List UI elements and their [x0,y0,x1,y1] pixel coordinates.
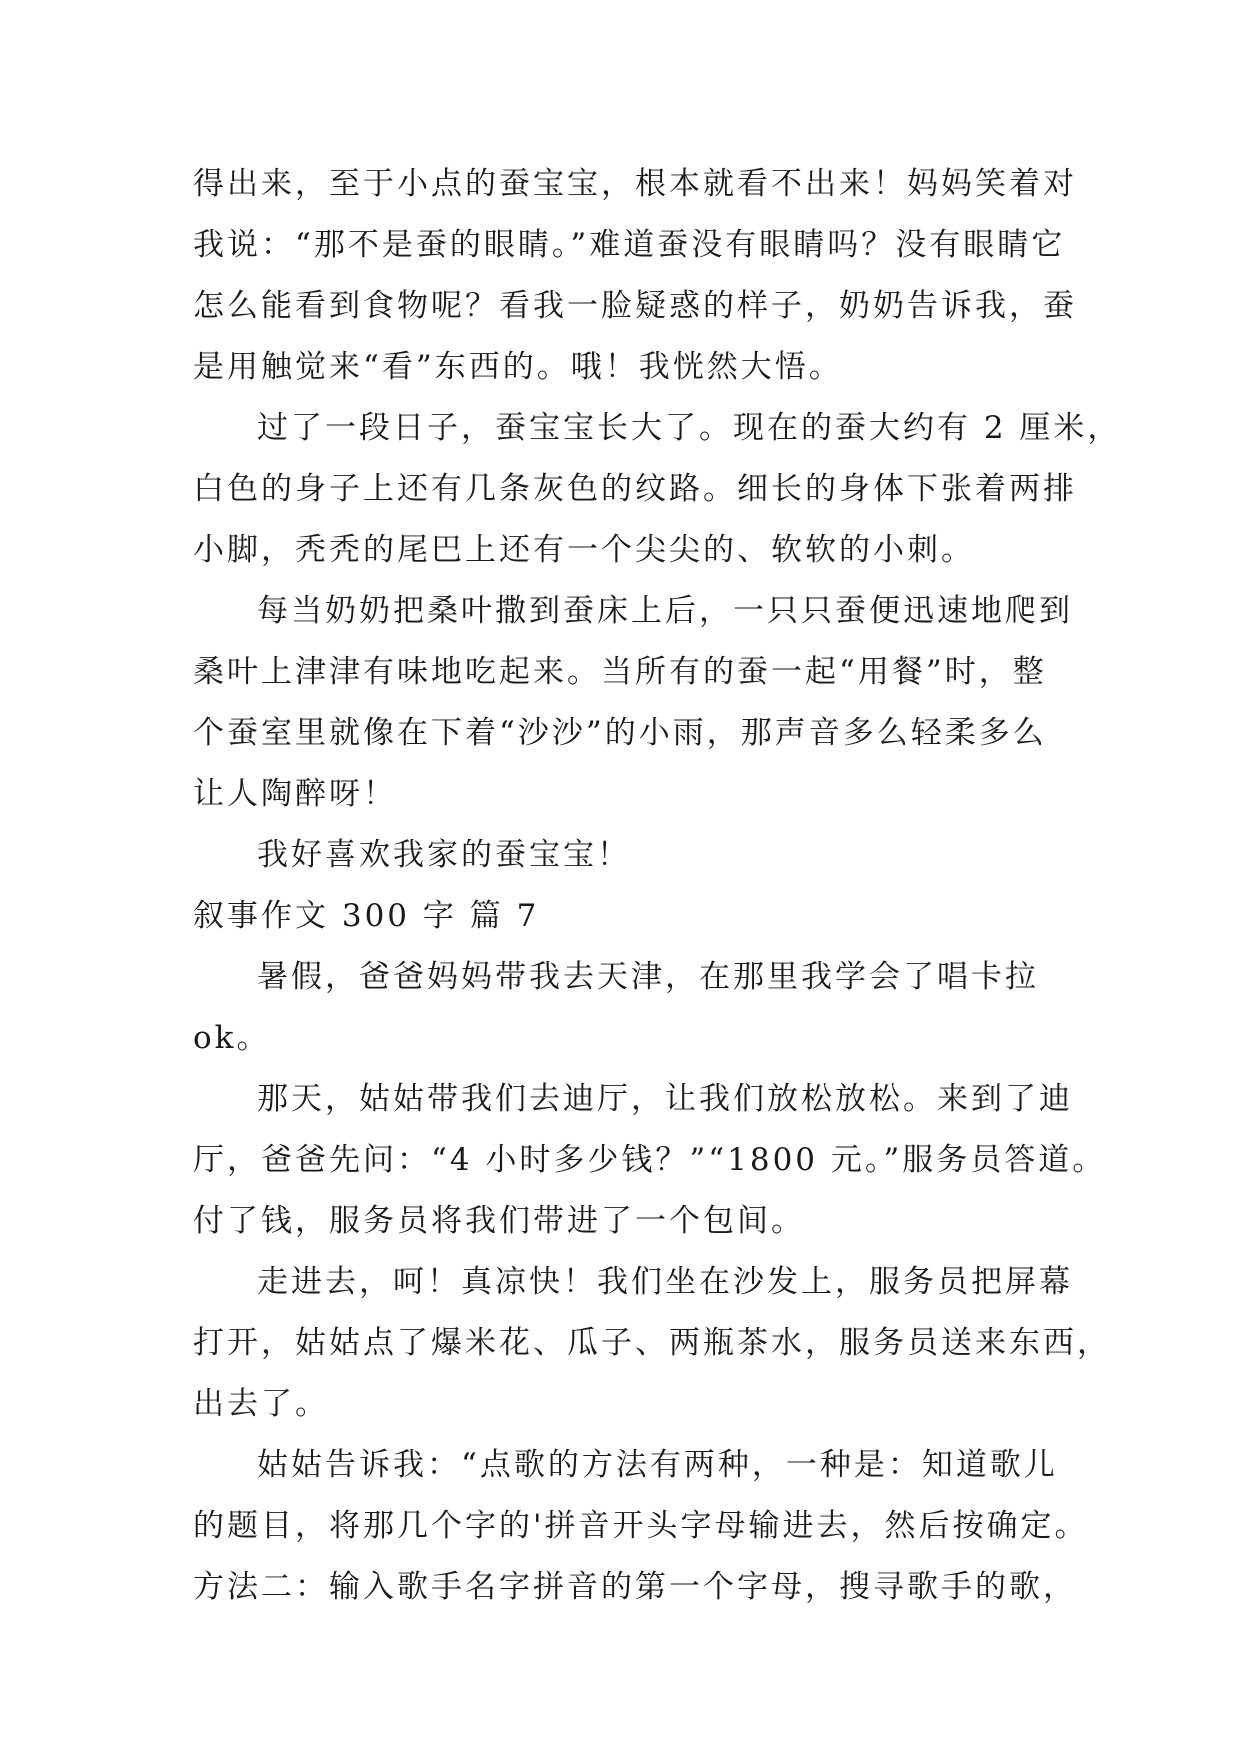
text-line: 让人陶醉呀！ [193,776,397,812]
text-line: 厅，爸爸先问：“4 小时多少钱？”“1800 元。”服务员答道。 [193,1142,1107,1178]
paragraph-first-line: 每当奶奶把桑叶撒到蚕床上后，一只只蚕便迅速地爬到 [257,593,1073,629]
text-line: 怎么能看到食物呢？看我一脸疑惑的样子，奶奶告诉我，蚕 [193,288,1077,324]
paragraph-first-line: 走进去，呵！真凉快！我们坐在沙发上，服务员把屏幕 [257,1264,1073,1300]
paragraph-first-line: 过了一段日子，蚕宝宝长大了。现在的蚕大约有 2 厘米， [257,410,1122,446]
text-line: 我说：“那不是蚕的眼睛。”难道蚕没有眼睛吗？没有眼睛它 [193,227,1066,263]
text-line: 的题目，将那几个字的'拼音开头字母输进去，然后按确定。 [193,1508,1089,1544]
paragraph-first-line: 暑假，爸爸妈妈带我去天津，在那里我学会了唱卡拉 [257,959,1039,995]
text-line: 得出来，至于小点的蚕宝宝，根本就看不出来！妈妈笑着对 [193,166,1077,202]
text-line: 方法二：输入歌手名字拼音的第一个字母，搜寻歌手的歌， [193,1569,1077,1605]
text-line: 小脚，秃秃的尾巴上还有一个尖尖的、软软的小刺。 [193,532,975,568]
text-line: 桑叶上津津有味地吃起来。当所有的蚕一起“用餐”时，整 [193,654,1047,690]
section-heading: 叙事作文 300 字 篇 7 [193,898,540,934]
document-body [193,154,1122,1618]
text-line: 打开，姑姑点了爆米花、瓜子、两瓶茶水，服务员送来东西， [193,1325,1111,1361]
text-line: ok。 [193,1020,271,1056]
paragraph-first-line: 姑姑告诉我：“点歌的方法有两种，一种是：知道歌儿 [257,1447,1058,1483]
text-line: 付了钱，服务员将我们带进了一个包间。 [193,1203,805,1239]
text-line: 个蚕室里就像在下着“沙沙”的小雨，那声音多么轻柔多么 [193,715,1047,751]
text-line: 白色的身子上还有几条灰色的纹路。细长的身体下张着两排 [193,471,1077,507]
text-line: 是用触觉来“看”东西的。哦！我恍然大悟。 [193,349,843,385]
text-line: 出去了。 [193,1386,329,1422]
paragraph-first-line: 我好喜欢我家的蚕宝宝！ [257,837,631,873]
paragraph-first-line: 那天，姑姑带我们去迪厅，让我们放松放松。来到了迪 [257,1081,1073,1117]
